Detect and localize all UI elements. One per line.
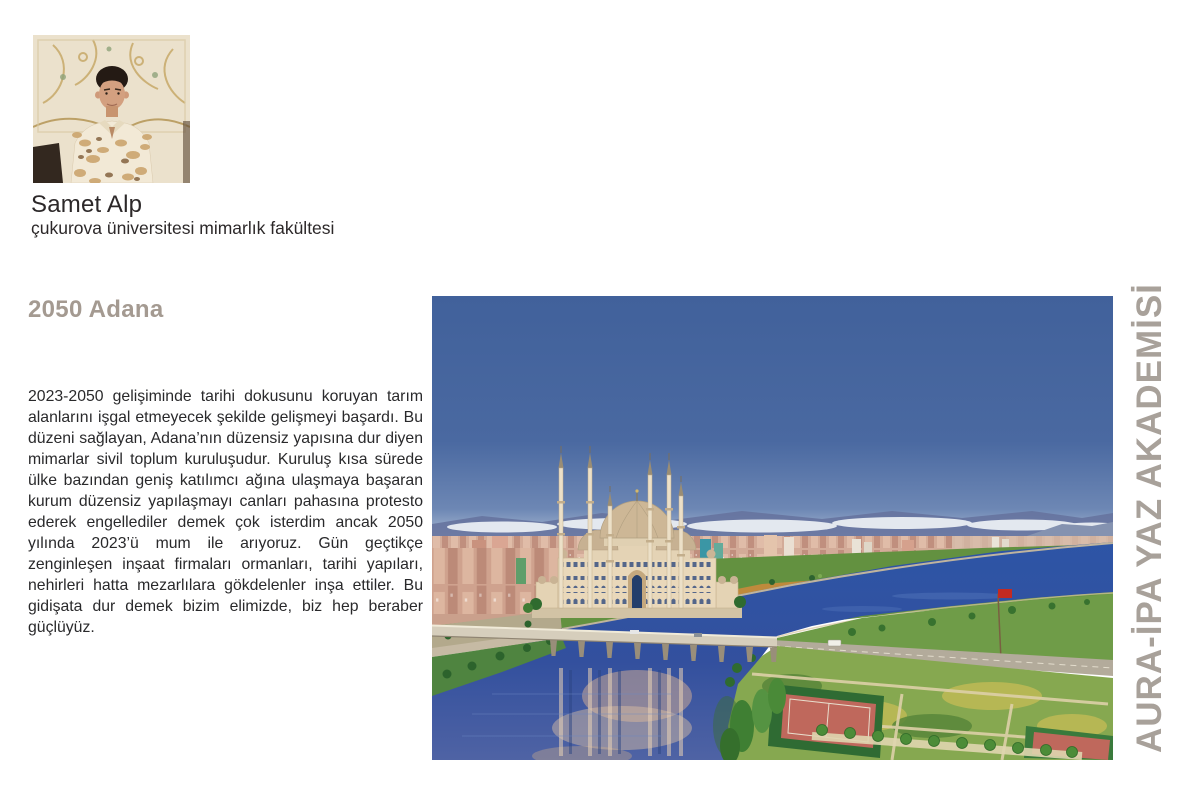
author-name: Samet Alp [31,191,143,218]
adana-cityscape-photo [432,296,1113,760]
car [630,630,639,634]
project-description: 2023-2050 gelişiminde tarihi dokusunu koruyan tarım alanlarını işgal etmeyecek şekilde gelişmeyi başardı. Bu düzeni sağlayan, Adana’nın düzensiz yapısına dur diyen mimarlar sivil toplum kuruluşudur. Kuruluş kısa sürede ülke bazından geniş katılımcı ağına ulaşmaya başaran kurum düzensiz yapılaşmayı canları pahasına protesto ederek engellediler demek çok isterdim ancak 2050 yılında 2023’ü mum ile arıyoruz. Gün geçtikçe zenginleşen inşaat firmaları ormanları, tarihi yapıları, nehirleri hatta mezarlılara gökdelenler inşa ettiler. Bu gidişata dur demek bizim elimizde, biz hep beraber güçlüyüz. [28,388,423,636]
profile-photo [33,35,190,183]
turkish-flag [998,589,1012,598]
bus [828,640,841,646]
chair [33,143,63,183]
sky [432,296,1113,542]
cityscape-illustration [432,296,1113,760]
author-affiliation: çukurova üniversitesi mimarlık fakültesi [31,218,335,238]
car [694,633,702,637]
project-title: 2050 Adana [28,296,164,323]
academy-vertical-label: AURA-İPA YAZ AKADEMİSİ [1130,283,1169,753]
profile-photo-illustration [33,35,190,183]
